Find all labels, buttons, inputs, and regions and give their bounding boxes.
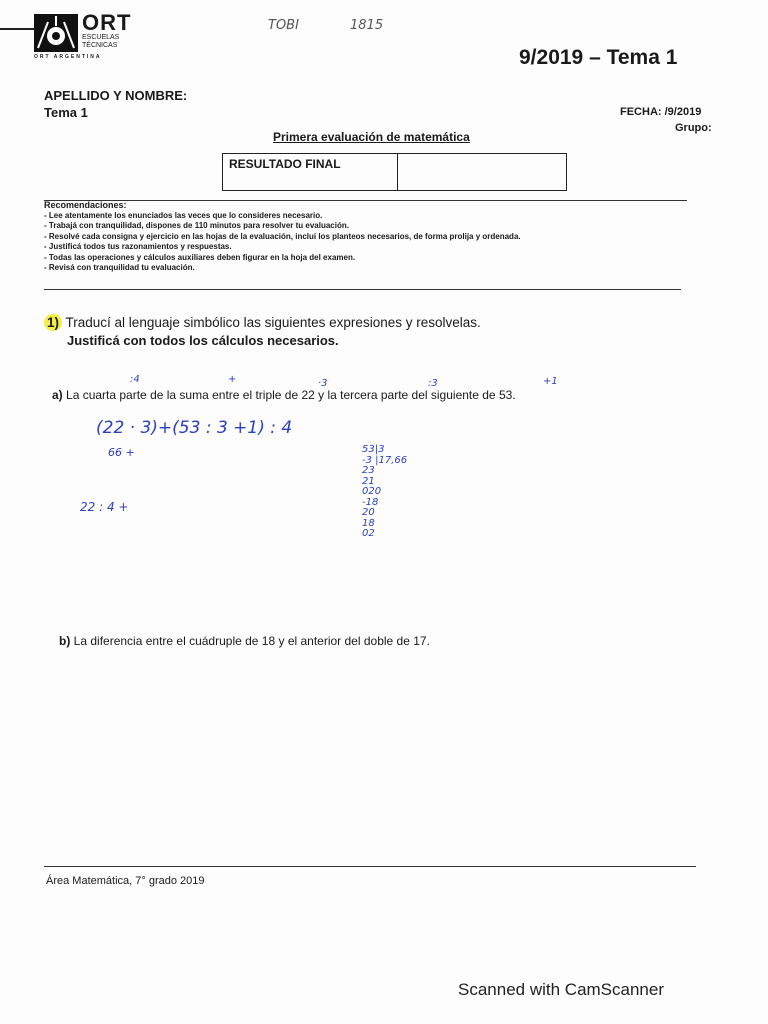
logo-subtitle: ESCUELAS TÉCNICAS (82, 34, 120, 49)
annotation: ·3 (318, 378, 328, 389)
question-subtext: Justificá con todos los cálculos necesarios. (67, 333, 339, 348)
part-b-text: La diferencia entre el cuádruple de 18 y el anterior del doble de 17. (73, 634, 430, 648)
divider-bottom (44, 289, 681, 290)
result-box (222, 153, 567, 191)
question-1 (44, 315, 481, 330)
recommendations-title: Recomendaciones: (44, 200, 127, 210)
part-a-label: a) (52, 388, 63, 402)
logo-brand: ORT (82, 10, 132, 35)
annotation: + (228, 374, 237, 385)
division-line: 02 (362, 528, 375, 539)
recommendations (44, 200, 694, 274)
division-line: 23 (362, 465, 375, 476)
part-b-label: b) (59, 634, 71, 648)
ort-logo-icon (34, 14, 78, 52)
division-line: 53|3 (362, 444, 385, 455)
division-line: 18 (362, 517, 375, 529)
exam-header-title: 9/2019 – Tema 1 (519, 46, 678, 69)
recommendation-item: - Todas las operaciones y cálculos auxiliares deben figurar en la hoja del examen. (44, 252, 356, 262)
grupo-label: Grupo: (675, 122, 712, 134)
recommendation-item: - Justificá todos tus razonamientos y respuestas. (44, 242, 232, 251)
tema-label: Tema 1 (44, 105, 88, 120)
fecha-label: FECHA: /9/2019 (620, 106, 702, 118)
recommendation-item: - Resolvé cada consigna y ejercicio en las hojas de la evaluación, incluí los planteos necesarios, de forma prolija y ordenada. (44, 231, 521, 241)
part-a (52, 388, 516, 402)
annotation: :4 (130, 374, 140, 385)
handwritten-work: (22 · 3)+(53 : 3 +1) : 4 (96, 418, 293, 438)
footer-divider (44, 866, 696, 867)
division-line: 020 (362, 486, 382, 497)
recommendation-item: - Revisá con tranquilidad tu evaluación. (44, 263, 195, 272)
part-a-text: La cuarta parte de la suma entre el triple de 22 y la tercera parte del siguiente de 53. (66, 388, 516, 402)
recommendation-item: - Lee atentamente los enunciados las veces que lo consideres necesario. (44, 210, 323, 220)
result-value (398, 154, 566, 190)
name-label: APELLIDO Y NOMBRE: (44, 88, 188, 103)
long-division (362, 445, 422, 540)
handwritten-code: 1815 (350, 18, 384, 33)
annotation: :3 (428, 378, 438, 389)
division-line: -18 (362, 496, 379, 508)
scanner-watermark: Scanned with CamScanner (458, 980, 665, 999)
question-text: Traducí al lenguaje simbólico las siguientes expresiones y resolvelas. (65, 315, 481, 330)
top-left-rule (0, 28, 34, 30)
division-line: -3 |17,66 (362, 454, 408, 466)
handwritten-name: TOBI (268, 18, 299, 33)
division-line: 20 (362, 507, 375, 518)
annotation: +1 (543, 376, 558, 387)
division-line: 21 (362, 475, 375, 487)
logo-footer: ORT ARGENTINA (34, 54, 102, 60)
question-number: 1) (44, 314, 62, 331)
evaluation-title: Primera evaluación de matemática (273, 130, 470, 144)
result-label: RESULTADO FINAL (223, 154, 398, 190)
footer-text: Área Matemática, 7° grado 2019 (46, 875, 205, 887)
recommendation-item: - Trabajá con tranquilidad, dispones de 110 minutos para resolver tu evaluación. (44, 221, 349, 230)
handwritten-work: 22 : 4 + (80, 500, 129, 514)
handwritten-work: 66 + (108, 446, 135, 459)
part-b (59, 634, 430, 648)
